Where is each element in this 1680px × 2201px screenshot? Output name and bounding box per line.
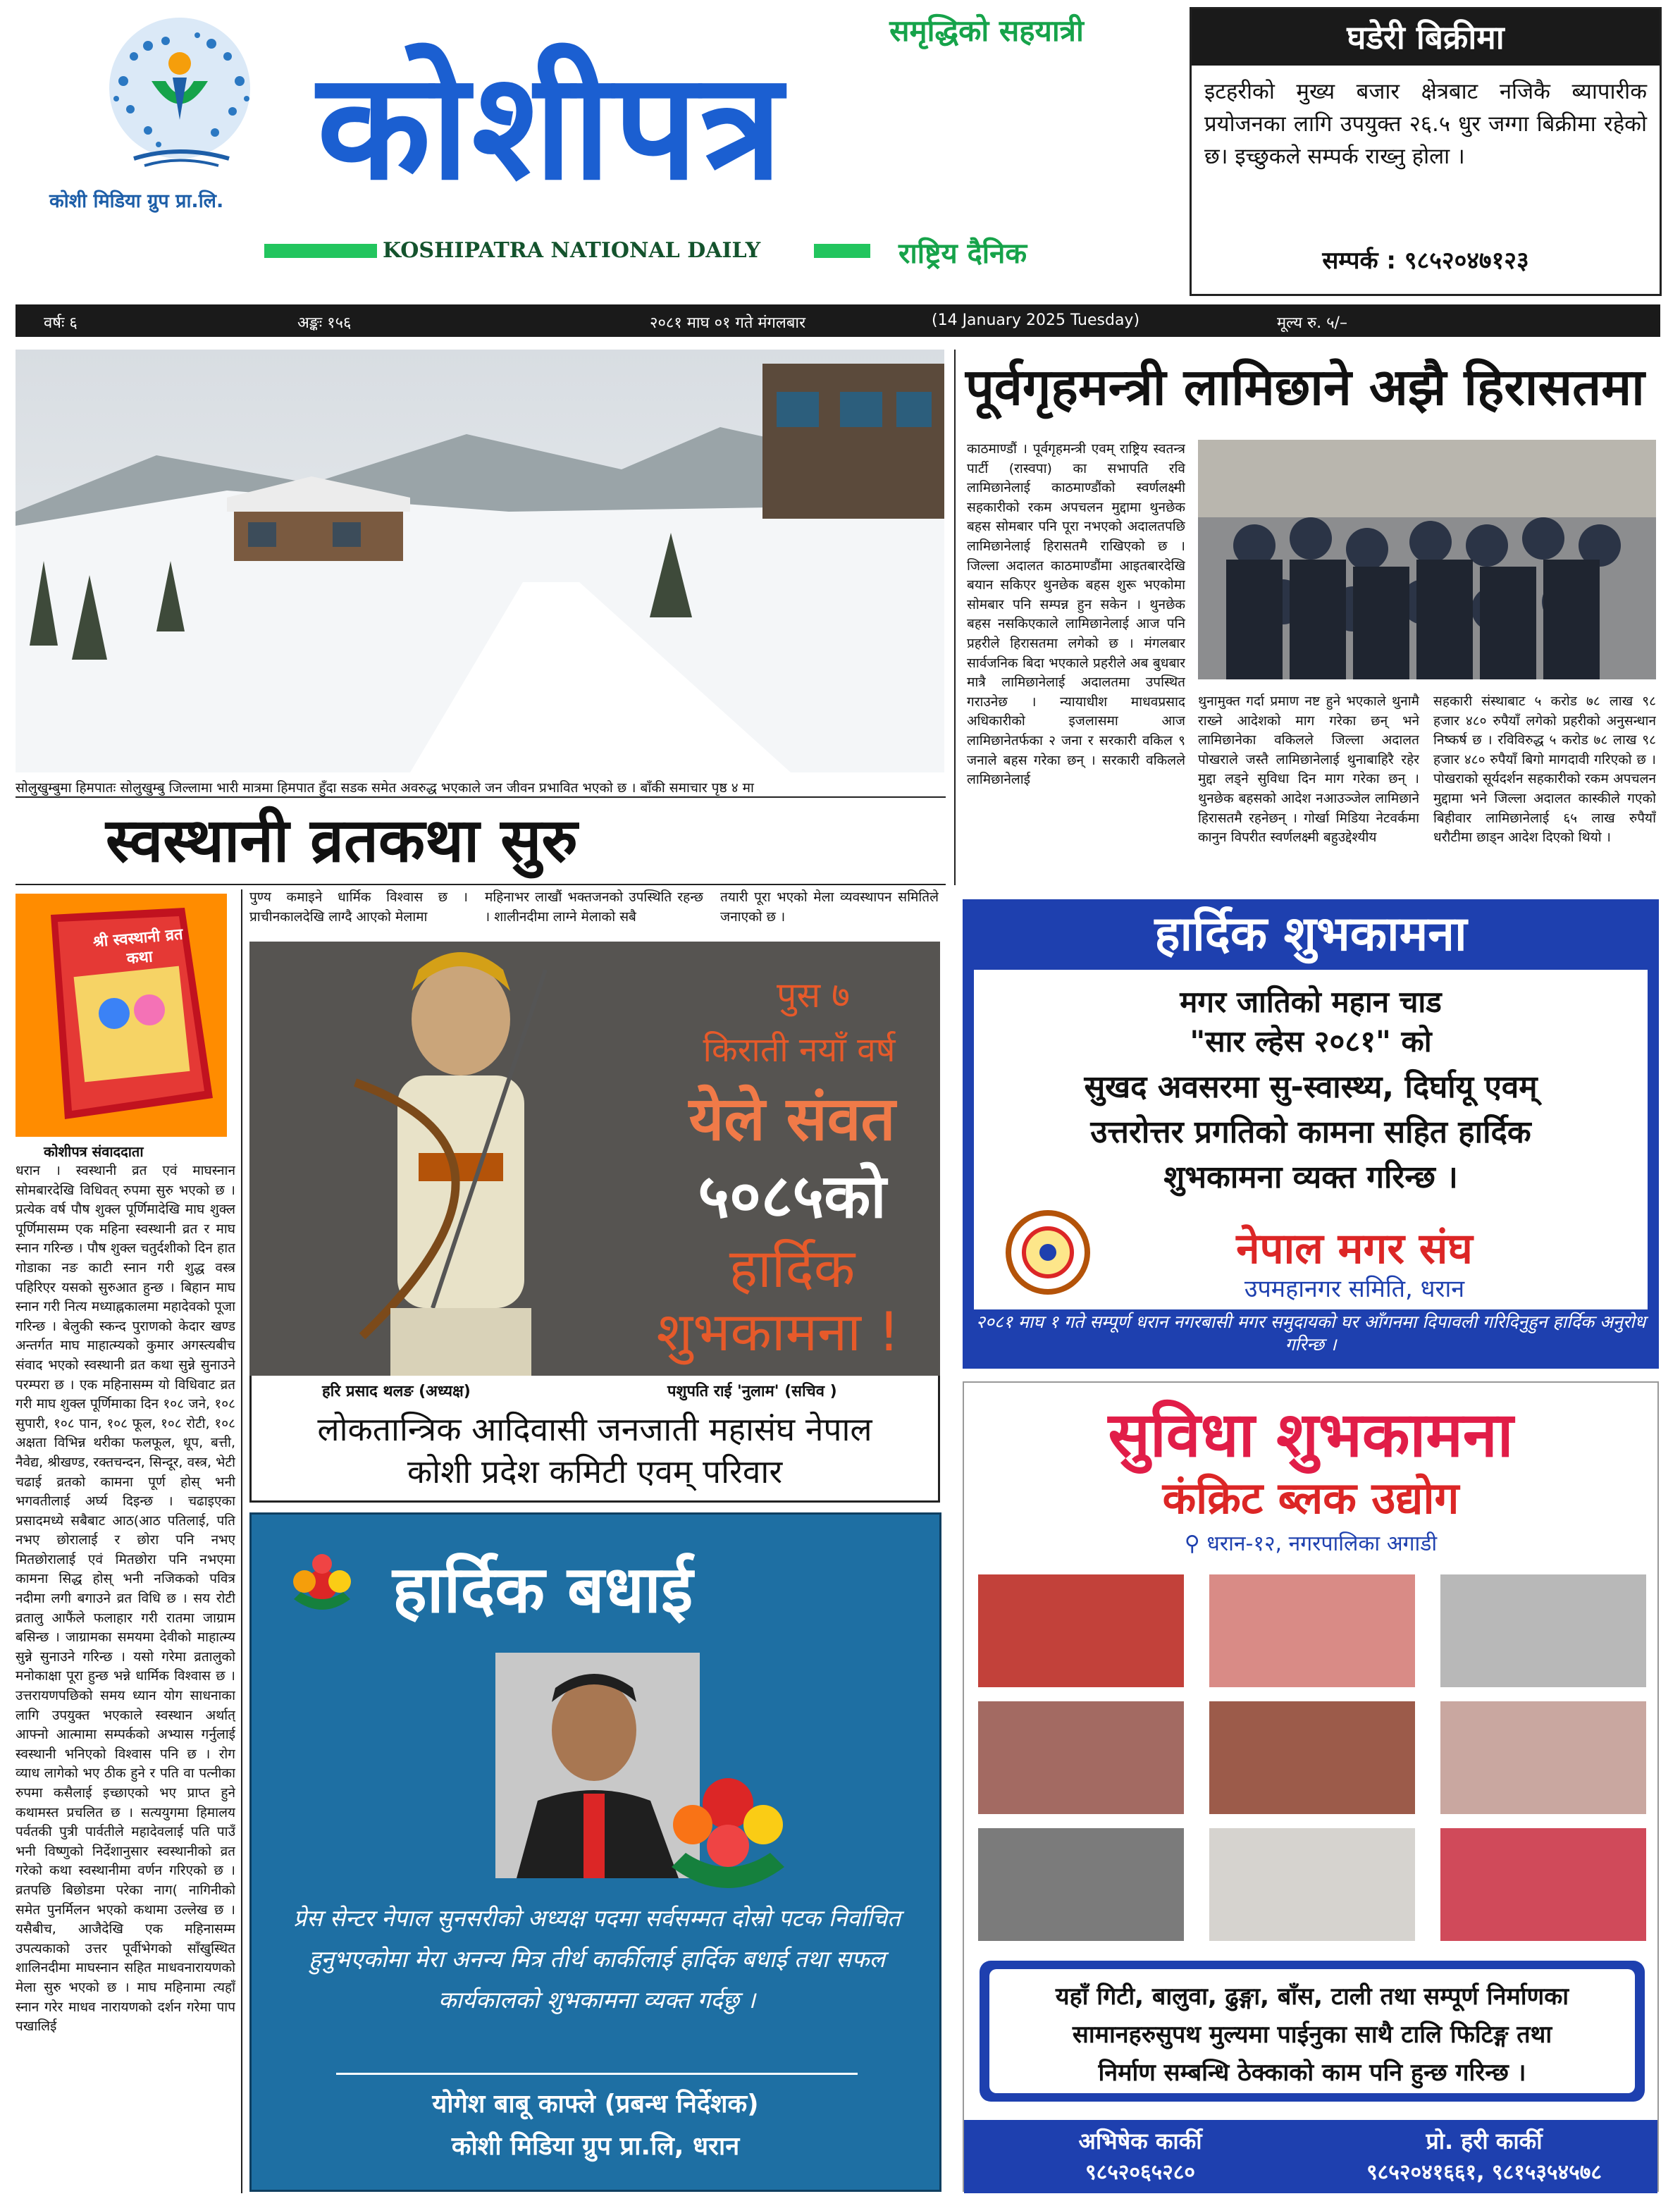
subtitle-nepali: राष्ट्रिय दैनिक	[898, 238, 1027, 270]
issue-volume: वर्षः ६	[44, 314, 78, 332]
issue-date-np: २०८१ माघ ०१ गते मंगलबार	[650, 314, 806, 332]
kirati-king-illustration	[249, 942, 644, 1376]
swasthani-body: धरान । स्वस्थानी व्रत एवं माघस्नान सोमबारदेखि विधिवत् रुपमा सुरु भएको छ । प्रत्येक वर्ष पौष शुक्ल पूर्णिमादेखि माघ शुक्ल पूर्णिमासम्म एक महिना स्वस्थानी व्रत र माघ स्नान गरिन्छ । पौष शुक्ल चतुर्दशीको दिन हात गोडाका नङ काटी स्नान गरी शुद्ध वस्त्र पहिरिएर यसको सुरुआत हुन्छ । बिहान माघ स्नान गरी नित्य मध्याह्नकालमा महादेवको पूजा गरिन्छ । बेलुकी स्कन्द पुराणको केदार खण्ड अन्तर्गत माघ माहात्म्यको कुमार अगस्त्यबीच संवाद भएको स्वस्थानी व्रत कथा सुन्ने सुनाउने परम्परा छ । एक महिनासम्म यो विधिवाट व्रत गरी माघ शुक्ल पूर्णिमाका दिन १०८ जने, १०८ सुपारी, १०८ पान, १०८ फूल, १०८ रोटी, १०८ अक्षता विभिन्न थरीका फलफूल, धूप, बत्ती, नैवेद्य, श्रीखण्ड, रक्तचन्दन, सिन्दूर, वस्त्र, भेटी चढाई व्रतको कामना पूर्ण होस् भनी भगवतीलाई अर्घ्य दिइन्छ । चढाइएका प्रसादमध्ये सबैबाट आठ(आठ पतिलाई, पति नभए छोरालाई र छोरा पनि नभए मितछोरालाई एवं मितछोरा पनि नभएमा कामना सिद्ध होस् भनी नजिकको पवित्र नदीमा लगी बगाउने व्रत विधि छ । सय रोटी व्रतालु आफैंले फलाहार गरी रातमा जाग्राम बसिन्छ । जाग्रामका समयमा देवीको माहात्म्य सुन्ने सुनाउने गरिन्छ । यसो गरेमा व्रतालुको मनोकाक्षा पूरा हुन्छ भन्ने धार्मिक विश्वास छ । उत्तरायणपछिको समय ध्यान योग साधनाका लागि उपयुक्त भएकाले स्वस्थान अर्थात् आफ्नो आत्मामा सम्पर्कको अभ्यास गर्नुलाई स्वस्थानी भनिएको विश्वास पनि छ । रोग व्याध लागेको भए ठीक हुने र पति वा पत्नीका रुपमा कसैलाई इच्छाएको भए प्राप्त हुने कथामस्त प्रचलित छ । सत्ययुगमा हिमालय पर्वतकी पुत्री पार्वतीले महादेवलाई पति पाउँ भनी विष्णुको निर्देशानुसार स्वस्थानीको व्रत गरेको कथा स्वस्थानीमा वर्णन गरिएको छ । व्रतपछि बिछोडमा परेका नाग( नागिनीको समेत पुनर्मिलन भएको कथामा उल्लेख छ । यसैबीच, आजैदेखि एक महिनासम्म उपत्यकाको उत्तर पूर्वीभेगको साँखुस्थित शालिनदीमा माघस्नान सहित माधवनारायणको मेला सुरु भएको छ । माघ महिनामा त्यहाँ स्नान गरेर माधव नारायणको दर्शन गरेमा पाप पखालिई	[16, 1163, 235, 2035]
product-photo-grid	[978, 1574, 1646, 1941]
section-divider	[16, 884, 946, 885]
congratulation-ad	[249, 1512, 941, 2192]
column-divider	[954, 350, 956, 885]
flower-bouquet-icon	[280, 1543, 364, 1627]
issue-price: मूल्य रु. ५/–	[1277, 314, 1347, 332]
swasthani-book-image	[16, 894, 227, 1137]
classified-ad	[1190, 7, 1662, 296]
brick-ad-services	[980, 1961, 1645, 2102]
issue-date-en: (14 January 2025 Tuesday)	[932, 312, 1140, 329]
swasthani-headline: स्वस्थानी व्रतकथा सुरु	[106, 805, 578, 876]
magar-heading: हार्दिक शुभकामना	[1154, 906, 1467, 962]
green-divider	[814, 244, 870, 258]
badhai-signatory: योगेश बाबू काफ्ले (प्रबन्ध निर्देशक)	[432, 2090, 759, 2119]
badhai-divider	[336, 2073, 858, 2075]
concrete-block-ad	[963, 1381, 1659, 2192]
subtitle-english: KOSHIPATRA NATIONAL DAILY	[383, 238, 761, 263]
masthead-tagline: समृद्धिको सहयात्री	[889, 13, 1084, 48]
brick-ad-subtitle: कंक्रिट ब्लक उद्योग	[1162, 1472, 1459, 1524]
kirati-year: ५०८५को	[698, 1161, 887, 1232]
product-photo	[1440, 1574, 1646, 1687]
magar-line-2: "सार ल्हेस २०८१" को	[1190, 1024, 1432, 1059]
issue-number: अङ्कः १५६	[297, 314, 352, 332]
badhai-organization: कोशी मिडिया ग्रुप प्रा.लि, धरान	[451, 2132, 740, 2161]
snowfall-photo	[16, 350, 944, 772]
brick-service-line-3: निर्माण सम्बन्धि ठेक्काको काम पनि हुन्छ गरिन्छ ।	[1098, 2059, 1526, 2087]
police-photo	[1198, 440, 1656, 679]
product-photo	[978, 1828, 1184, 1941]
lamichhane-col-1: काठमाण्डौं । पूर्वगृहमन्त्री एवम् राष्ट्रिय स्वतन्त्र पार्टी (रास्वपा) का सभापति रवि लामिछानेलाई काठमाण्डौंको स्वर्णलक्ष्मी सहकारीको रकम अपचलन मुद्दामा थुनछेक बहस सोमबार पनि पूरा नभएको अदालतपछि लामिछानेलाई हिरासतमै राखिएको छ । जिल्ला अदालत काठमाण्डौंमा आइतबारदेखि बयान सकिएर थुनछेक बहस शुरू भएकोमा सोमबार पनि सम्पन्न हुन सकेन । थुनछेक बहस नसकिएकाले लामिछानेलाई आज पनि प्रहरीले हिरासतमा लगेको छ । मंगलबार सार्वजनिक बिदा भएकाले प्रहरीले अब बुधबार मात्रै लामिछानेलाई अदालतमा उपस्थित गराउनेछ । न्यायाधीश माधवप्रसाद अधिकारीको इजलासमा आज लामिछानेतर्फका २ जना र सरकारी वकिल ९ जनाले बहस गरेका छन् । सरकारी वकिलले लामिछानेलाई	[967, 441, 1185, 788]
magar-org-committee: उपमहानगर समिति, धरान	[1244, 1275, 1465, 1303]
snowfall-caption: सोलुखुम्बुमा हिमपातः सोलुखुम्बु जिल्लामा भारी मात्रमा हिमपात हुँदा सडक समेत अवरुद्ध भएकाले जन जीवन प्रभावित भएको छ । बाँकी समाचार पृष्ठ ४ मा	[16, 780, 754, 796]
book-title: श्री स्वस्थानी व्रत कथा	[92, 925, 184, 968]
product-photo	[1209, 1574, 1415, 1687]
masthead-subtitle	[264, 238, 1152, 270]
magar-line-5: शुभकामना व्यक्त गरिन्छ ।	[1163, 1159, 1458, 1195]
magar-sangh-emblem-icon	[1002, 1207, 1094, 1298]
brick-service-line-2: सामानहरुसुपथ मुल्यमा पाईनुका साथै टालि फिटिङ्ग तथा	[1072, 2021, 1552, 2049]
lamichhane-col-2: थुनामुक्त गर्दा प्रमाण नष्ट हुने भएकाले थुनामै राख्ने आदेशको माग गरेका छन् भने लामिछानेका वकिलले जिल्ला अदालत पोखराले जस्तै लामिछानेलाई थुनाबाहिरै रहेर मुद्दा लड्ने सुविधा दिन माग गरेका छन् । थुनछेक बहसको आदेश नआउञ्जेल लामिछाने हिरासतमै रहनेछन् । गोर्खा मिडिया नेटवर्कमा कानुन विपरीत स्वर्णलक्ष्मी बहुउद्देश्यीय	[1198, 693, 1419, 846]
lamichhane-col-3: सहकारी संस्थाबाट ५ करोड ७८ लाख ९८ हजार ४८० रुपैयाँ लगेको प्रहरीको अनुसन्धान निष्कर्ष छ । रविविरुद्ध ५ करोड ७८ लाख ९८ हजार ४८० रुपैयाँ बिगो मागदावी गरिएको छ । पोखराको सूर्यदर्शन सहकारीको रकम अपचलन मुद्दामा भने जिल्ला अदालत कास्कीले गएको बिहीवार लामिछानेलाई ६५ लाख रुपैयाँ धरौटीमा छाड्न आदेश दिएको थियो ।	[1433, 693, 1656, 846]
location-pin-icon: ⚲	[1184, 1531, 1207, 1556]
brick-ad-title: सुविधा शुभकामना	[1108, 1398, 1514, 1471]
masthead-title: कोशीपत्र	[317, 40, 786, 213]
publisher-name: कोशी मिडिया ग्रुप प्रा.लि.	[49, 190, 224, 212]
magar-line-4: उत्तरोत्तर प्रगतिको कामना सहित हार्दिक	[1090, 1114, 1531, 1150]
badhai-title: हार्दिक बधाई	[393, 1552, 693, 1627]
swasthani-cont-3: तयारी पूरा भएको मेला व्यवस्थापन समितिले जनाएको छ ।	[720, 889, 939, 925]
product-photo	[1440, 1701, 1646, 1814]
magar-line-1: मगर जातिको महान चाड	[1180, 985, 1442, 1019]
classified-contact: सम्पर्क : ९८५२०४७१२३	[1322, 247, 1529, 275]
product-photo	[978, 1701, 1184, 1814]
contact-1-name: अभिषेक कार्की	[1078, 2128, 1202, 2154]
contact-1-phone: ९८५२०६५२८०	[1085, 2160, 1195, 2185]
kirati-org: लोकतान्त्रिक आदिवासी जनजाती महासंघ नेपाल	[317, 1410, 872, 1448]
magar-greeting-ad	[963, 899, 1659, 1369]
kirati-era: येले संवत	[688, 1084, 896, 1154]
kirati-org-committee: कोशी प्रदेश कमिटी एवम् परिवार	[407, 1453, 783, 1491]
product-photo	[1440, 1828, 1646, 1941]
lamichhane-headline: पूर्वगृहमन्त्री लामिछाने अझै हिरासतमा	[965, 357, 1645, 417]
kirati-secretary: पशुपति राई 'नुलाम' (सचिव )	[667, 1383, 837, 1400]
product-photo	[978, 1574, 1184, 1687]
brick-location-text: धरान-१२, नगरपालिका अगाडी	[1206, 1531, 1438, 1556]
publisher-logo	[67, 14, 292, 176]
product-photo	[1209, 1701, 1415, 1814]
issue-info-strip	[16, 304, 1660, 337]
magar-ad-body	[974, 970, 1648, 1357]
product-photo	[1209, 1828, 1415, 1941]
brick-ad-location	[964, 1528, 1657, 1557]
kirati-greeting-2: शुभकामना !	[656, 1300, 900, 1363]
section-divider	[16, 796, 946, 798]
magar-line-3: सुखद अवसरमा सु-स्वास्थ्य, दिर्घायू एवम्	[1084, 1069, 1538, 1105]
contact-2-phone: ९८५२०४१६६१, ९८१५३५४५७८	[1366, 2160, 1602, 2185]
kirati-subtitle: किराती नयाँ वर्ष	[703, 1030, 896, 1070]
classified-body: इटहरीको मुख्य बजार क्षेत्रबाट नजिकै ब्यापारीक प्रयोजनका लागि उपयुक्त २६.५ धुर जग्गा बिक्रीमा रहेको छ। इच्छुकले सम्पर्क राख्नु होला ।	[1204, 79, 1647, 169]
green-divider	[264, 244, 377, 258]
contact-2-name: प्रो. हरी कार्की	[1426, 2128, 1543, 2154]
kirati-new-year-ad	[249, 942, 940, 1376]
magar-org-name: नेपाल मगर संघ	[1236, 1224, 1473, 1274]
swasthani-cont-2: महिनाभर लाखौं भक्तजनको उपस्थिति रहन्छ । शालीनदीमा लाग्ने मेलाको सबै	[485, 889, 703, 925]
magar-request: २०८१ माघ १ गते सम्पूर्ण धरान नगरबासी मगर समुदायको घर आँगनमा दिपावली गरिदिनुहुन हार्दिक अनुरोध गरिन्छ ।	[974, 1309, 1648, 1357]
kirati-ad-footer	[249, 1376, 940, 1503]
brick-service-line-1: यहाँ गिटी, बालुवा, ढुङ्गा, बाँस, टाली तथा सम्पूर्ण निर्माणका	[1055, 1983, 1569, 2011]
brick-ad-contacts	[964, 2120, 1657, 2193]
flower-bouquet-icon	[650, 1747, 805, 1916]
classified-heading: घडेरी बिक्रीमा	[1192, 9, 1660, 66]
column-divider	[241, 889, 242, 2193]
kirati-president: हरि प्रसाद थलङ (अध्यक्ष)	[322, 1383, 471, 1400]
badhai-message: प्रेस सेन्टर नेपाल सुनसरीको अध्यक्ष पदमा सर्वसम्मत दोस्रो पटक निर्वाचित हुनुभएकोमा मेरा अनन्य मित्र तीर्थ कार्कीलाई हार्दिक बधाई तथा सफल कार्यकालको शुभकामना व्यक्त गर्दछु ।	[293, 1904, 901, 2014]
swasthani-reporter: कोशीपत्र संवाददाता	[44, 1143, 144, 1160]
swasthani-cont-1: पुण्य कमाइने धार्मिक विश्वास छ । प्राचीनकालदेखि लाग्दै आएको मेलामा	[249, 889, 468, 925]
kirati-date: पुस ७	[776, 975, 851, 1016]
kirati-greeting-1: हार्दिक	[729, 1237, 856, 1300]
